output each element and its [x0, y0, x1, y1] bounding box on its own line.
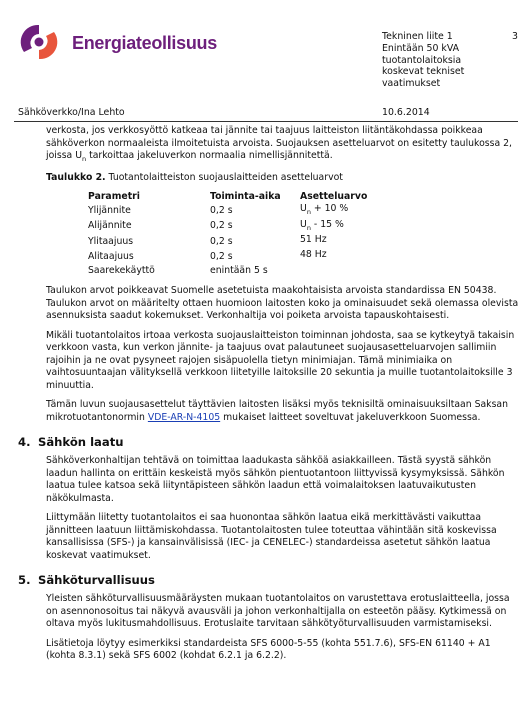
- table-cell: Alijännite: [88, 220, 132, 232]
- table-caption-label: Taulukko 2.: [46, 172, 106, 184]
- body-paragraph: Sähköverkonhaltijan tehtävä on toimittaa laadukasta sähköä asiakkailleen. Tästä syystä sähkön laadun hallinta on erittäin keskeistä myös sähkön pientuotantoon liittyvissä kysymyksissä. Sähkön laatua tulee katsoa sekä liityntäpisteen sähkön laadun että voimalaitoksen laatuvaikutusten näkökulmasta.: [46, 455, 505, 504]
- table-cell: Ylitaajuus: [88, 235, 134, 247]
- header-divider: [14, 121, 518, 122]
- table-row: [88, 234, 440, 249]
- table-row: [88, 249, 440, 264]
- table-cell: [300, 265, 440, 278]
- column-header: Toiminta-aika: [210, 190, 281, 202]
- table-header-row: [88, 191, 440, 204]
- author: Sähköverkko/Ina Lehto: [18, 107, 125, 118]
- section-heading-electrical-safety: 5. Sähköturvallisuus: [18, 573, 155, 588]
- table-cell: Ylijännite: [88, 204, 131, 216]
- title-line: koskevat tekniset: [382, 66, 465, 78]
- table-cell: 48 Hz: [300, 249, 327, 261]
- protection-settings-table: [88, 191, 440, 277]
- title-line: tuotantolaitoksia: [382, 54, 462, 66]
- document-date: 10.6.2014: [382, 107, 430, 118]
- body-paragraph: Lisätietoja löytyy esimerkiksi standardeista SFS 6000-5-55 (kohta 551.7.6), SFS-EN 61140 + A1 (kohta 8.3.1) sekä SFS 6002 (kohdat 6.2.1 ja 6.2.2).: [46, 637, 491, 662]
- table-cell: 0,2 s: [210, 220, 233, 232]
- page-number: 3: [512, 31, 518, 42]
- table-cell: 51 Hz: [300, 234, 327, 246]
- body-paragraph: Mikäli tuotantolaitos irtoaa verkosta suojauslaitteiston toiminnan johdosta, saa se kytkeytyä takaisin verkkoon vasta, kun verkon jännite- ja taajuus ovat palautuneet suojausasetteluarvojen sallimiin rajoihin ja ne ovat pysyneet rajojen sisäpuolella tietyn minimiajan. Tämä minimiaika on vaihtosuuntaajan välityksellä verkkoon liitetyille laitoksille 20 sekuntia ja muille tuotantolaitoksille 3 minuuttia.: [46, 329, 515, 391]
- body-paragraph: Taulukon arvot poikkeavat Suomelle asetetuista maakohtaisista arvoista standardissa EN 50438. Taulukon arvot on määritelty ottaen huomioon laitosten koko ja ominaisuudet sekä olemassa olevista asennuksista saadut kokemukset. Verkonhaltija voi poiketa arvoista tapauskohtaisesti.: [46, 285, 519, 322]
- energiateollisuus-logo-icon: [14, 22, 64, 62]
- table-cell: Saarekekäyttö: [88, 264, 155, 276]
- brand-name: Energiateollisuus: [72, 33, 217, 53]
- title-line: Enintään 50 kVA: [382, 42, 460, 54]
- table-cell: 0,2 s: [210, 204, 233, 216]
- table-row: [88, 203, 440, 218]
- column-header: Asetteluarvo: [300, 190, 368, 202]
- table-row: [88, 265, 440, 278]
- body-paragraph: Yleisten sähköturvallisuusmääräysten mukaan tuotantolaitos on varustettava erotuslaitteella, jossa on asennonosoitus tai näkyvä avausväli ja johon verkonhaltijalla on esteetön pääsy. Kytkimessä on oltava myös lukitusmahdollisuus. Erotuslaite tarvitaan sähkötyöturvallisuuden varmistamiseksi.: [46, 593, 510, 630]
- title-line: Tekninen liite 1: [382, 31, 453, 42]
- title-line: vaatimukset: [382, 78, 441, 90]
- body-paragraph: Tämän luvun suojausasettelut täyttävien laitosten lisäksi myös teknisiltä ominaisuuksiltaan Saksan mikrotuotantonormin VDE-AR-N-4105 mukaiset laitteet soveltuvat jakeluverkkoon Suomessa.: [46, 399, 509, 423]
- table-caption: Taulukko 2. Tuotantolaitteiston suojauslaitteiden asetteluarvot: [46, 172, 343, 184]
- body-paragraph: Liittymään liitetty tuotantolaitos ei saa huonontaa sähkön laatua eikä merkittävästi vaikuttaa jännitteen laatuun liittämiskohdassa. Tuotantolaitosten tulee toteuttaa vähintään sitä koskevissa kansallisissa (SFS-) ja kansainvälisissä (IEC- ja CENELEC-) standardeissa asetetut sähkön laatua koskevat vaatimukset.: [46, 512, 497, 561]
- table-cell: 0,2 s: [210, 250, 233, 262]
- table-cell: $U_n + 10$ %: [300, 203, 349, 217]
- vde-standard-link[interactable]: VDE-AR-N-4105: [147, 411, 221, 423]
- intro-paragraph: verkosta, jos verkkosyöttö katkeaa tai jännite tai taajuus laitteiston liitäntäkohdassa poikkeaa sähköverkon normaaleista ilmoitetuista arvoista. Suojauksen asetteluarvot on esitetty taulukossa 2, joissa $U_n$ tarkoittaa jakeluverkon normaalia nimellisjännitettä.: [46, 125, 512, 163]
- document-body: [18, 125, 520, 670]
- table-cell: Alitaajuus: [88, 250, 134, 262]
- table-row: [88, 219, 440, 234]
- table-cell: enintään 5 s: [210, 264, 268, 276]
- section-heading-power-quality: 4. Sähkön laatu: [18, 435, 124, 450]
- column-header: Parametri: [88, 190, 140, 202]
- document-title: [382, 31, 510, 90]
- table-cell: 0,2 s: [210, 235, 233, 247]
- table-cell: $U_n - 15$ %: [300, 218, 344, 232]
